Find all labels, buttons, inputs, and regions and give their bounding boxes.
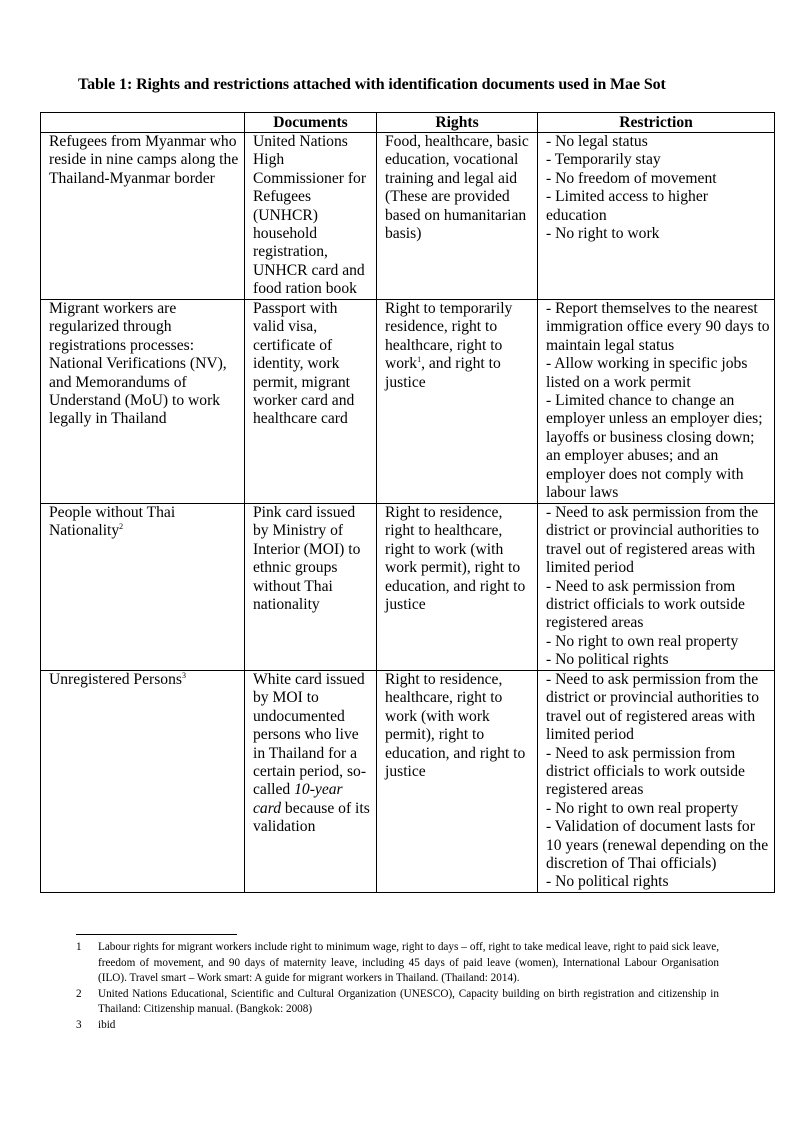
- restriction-item: - No right to own real property: [546, 799, 739, 817]
- documents-text-cont: because of its validation: [253, 799, 370, 836]
- footnotes: [76, 940, 719, 1034]
- documents-cell: United Nations High Commissioner for Refugees (UNHCR) household registration, UNHCR card and food ration book: [245, 133, 377, 300]
- restriction-cell: [538, 133, 775, 300]
- footnote-ref: 2: [119, 522, 124, 532]
- table-header-row: [41, 113, 775, 133]
- footnote-divider: [76, 934, 237, 935]
- restriction-item: - Need to ask permission from the district or provincial authorities to travel out of registered areas with limited period: [546, 671, 760, 744]
- restriction-cell: [538, 300, 775, 504]
- footnote-ref: 3: [181, 670, 186, 680]
- documents-cell: Pink card issued by Ministry of Interior (MOI) to ethnic groups without Thai nationality: [245, 504, 377, 671]
- table-row: [41, 504, 775, 671]
- group-text: Refugees from Myanmar who reside in nine camps along the Thailand-Myanmar border: [49, 133, 239, 187]
- group-text: Unregistered Persons: [49, 671, 182, 688]
- footnote-number: 3: [76, 1018, 82, 1031]
- restriction-item: - Need to ask permission from district officials to work outside registered areas: [546, 744, 745, 799]
- footnote: [76, 940, 719, 987]
- header-group: [41, 113, 245, 133]
- table-row: [41, 133, 775, 300]
- group-cell: [41, 504, 245, 671]
- rights-cell: Food, healthcare, basic education, vocational training and legal aid (These are provided based on humanitarian basis): [377, 133, 538, 300]
- rights-cell: Right to residence, healthcare, right to work (with work permit), right to education, and right to justice: [377, 671, 538, 893]
- restriction-item: - No political rights: [546, 651, 669, 669]
- restriction-cell: [538, 504, 775, 671]
- rights-table: [40, 112, 775, 893]
- group-cell: [41, 300, 245, 504]
- header-rights: Rights: [377, 113, 538, 133]
- rights-text: Right to temporarily residence, right to healthcare, right to work: [385, 300, 513, 373]
- footnote: [76, 987, 719, 1018]
- restriction-item: - No right to own real property: [546, 632, 739, 650]
- table-row: [41, 300, 775, 504]
- rights-text-cont: , and right to justice: [385, 355, 501, 391]
- group-cell: [41, 133, 245, 300]
- restriction-item: - Limited access to higher education: [546, 188, 708, 224]
- restriction-item: - Allow working in specific jobs listed on a work permit: [546, 355, 748, 391]
- table-title: Table 1: Rights and restrictions attached with identification documents used in Mae Sot: [78, 76, 666, 93]
- documents-cell: [245, 671, 377, 893]
- footnote-text: United Nations Educational, Scientific and Cultural Organization (UNESCO), Capacity building on birth registration and citizenship in Thailand: Citizenship manual. (Bangkok: 2008): [98, 987, 719, 1016]
- restriction-item: - Validation of document lasts for 10 years (renewal depending on the discretion of Thai officials): [546, 818, 769, 873]
- group-cell: [41, 671, 245, 893]
- restriction-item: - Limited chance to change an employer unless an employer dies; layoffs or business closing down; an employer abuses; and an employer does not comply with labour laws: [546, 392, 763, 502]
- restriction-item: - No political rights: [546, 873, 669, 891]
- table-row: [41, 671, 775, 893]
- group-text: People without Thai Nationality: [49, 504, 176, 540]
- documents-text: White card issued by MOI to undocumented persons who live in Thailand for a certain period, so-called: [253, 671, 367, 799]
- documents-cell: Passport with valid visa, certificate of identity, work permit, migrant worker card and healthcare card: [245, 300, 377, 504]
- footnote-text: Labour rights for migrant workers include right to minimum wage, right to days – off, right to take medical leave, right to paid sick leave, freedom of movement, and 90 days of maternity leave, including 45 days of paid leave (women), International Labour Organisation (ILO). Travel smart – Work smart: A guide for migrant workers in Thailand. (Thailand: 2014).: [98, 941, 719, 985]
- restriction-item: - Need to ask permission from the district or provincial authorities to travel out of registered areas with limited period: [546, 504, 760, 577]
- footnote-ref: 1: [417, 355, 422, 365]
- footnote-number: 1: [76, 941, 82, 953]
- restriction-item: - No legal status: [546, 133, 648, 150]
- footnote: [76, 1018, 719, 1034]
- restriction-item: - No right to work: [546, 225, 660, 243]
- restriction-cell: [538, 671, 775, 893]
- restriction-item: - Need to ask permission from district officials to work outside registered areas: [546, 577, 745, 632]
- restriction-item: - Temporarily stay: [546, 151, 661, 169]
- header-documents: Documents: [245, 113, 377, 133]
- footnote-number: 2: [76, 987, 82, 1000]
- header-restriction: Restriction: [538, 113, 775, 133]
- documents-italic: 10-year card: [253, 781, 343, 817]
- group-text: Migrant workers are regularized through registrations processes: National Verifications (NV), and Memorandums of Understand (MoU) to work legally in Thailand: [49, 300, 227, 428]
- rights-cell: [377, 300, 538, 504]
- restriction-item: - Report themselves to the nearest immigration office every 90 days to maintain legal status: [546, 300, 770, 354]
- footnote-text: ibid: [98, 1018, 116, 1031]
- restriction-item: - No freedom of movement: [546, 169, 717, 187]
- rights-cell: Right to residence, right to healthcare, right to work (with work permit), right to education, and right to justice: [377, 504, 538, 671]
